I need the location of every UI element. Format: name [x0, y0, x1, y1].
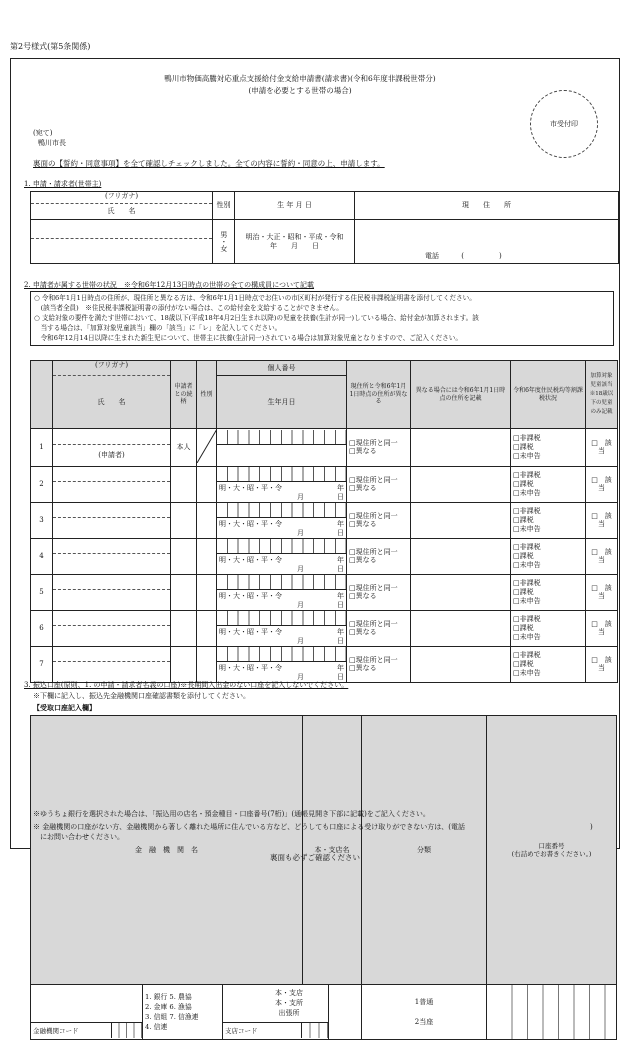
bank-entry-label: 【受取口座記入欄】 — [33, 703, 96, 712]
relation-field[interactable] — [171, 466, 197, 502]
member-furigana-label: (フリガナ) — [94, 361, 129, 369]
tax-option[interactable]: □非課税 — [513, 615, 541, 624]
mynumber-field[interactable] — [217, 610, 347, 646]
member-birth-eras: 明・大・昭・平・令 — [219, 555, 282, 564]
tax-option[interactable]: □未申告 — [513, 488, 541, 497]
branch-header: 本・支店名 — [303, 716, 362, 985]
addr-diff-checkbox[interactable]: □異なる — [349, 447, 377, 456]
tax-option[interactable]: □未申告 — [513, 451, 541, 460]
category-options[interactable] — [362, 985, 487, 1040]
branch-name-field[interactable] — [223, 985, 329, 1040]
jan1-address-field[interactable] — [411, 646, 511, 682]
member-birth-year: 年 — [337, 591, 344, 600]
slash-mark — [197, 429, 217, 463]
birth-header: 生 年 月 日 — [235, 192, 355, 220]
remote-note: ※ 金融機関の口座がない方、金融機関から著しく離れた場所に住んでいる方など、どうしても口座による受け取りができない方は、(電話 — [33, 823, 465, 831]
member-gender-field[interactable] — [197, 610, 217, 646]
phone-parens: ( ) — [461, 252, 502, 261]
relation-field: 本人 — [171, 429, 197, 467]
tax-option[interactable]: □未申告 — [513, 560, 541, 569]
member-name-label: 氏 名 — [97, 398, 126, 406]
jan1-check[interactable] — [347, 429, 411, 467]
child-check[interactable]: □ 該当 — [586, 429, 618, 467]
category-header: 分類 — [362, 716, 487, 985]
member-birth-eras: 明・大・昭・平・令 — [219, 663, 282, 672]
addr-diff-checkbox[interactable]: □異なる — [349, 628, 377, 637]
tax-option[interactable]: □未申告 — [513, 668, 541, 677]
household-row — [31, 429, 618, 467]
tax-option[interactable]: □課税 — [513, 479, 534, 488]
footer-note: 裏面も必ずご確認ください — [270, 853, 360, 862]
applicant-name-field[interactable] — [31, 220, 213, 264]
household-notes — [30, 291, 614, 346]
mynumber-field[interactable] — [217, 466, 347, 502]
bank-type-options[interactable] — [143, 985, 223, 1040]
jan1-address-field[interactable] — [411, 502, 511, 538]
note-line: ○ 支給対象の要件を満たす世帯において、18歳以下(平成18年4月2日生まれ以降)の児童を扶養(生計が同一)している場合、給付金が加算されます。該 — [34, 314, 479, 322]
member-gender-field[interactable] — [197, 646, 217, 682]
branch-type-option: 本・支店 — [275, 988, 303, 997]
jan1-address-field[interactable] — [411, 538, 511, 574]
tax-option[interactable]: □非課税 — [513, 434, 541, 443]
mynumber-field[interactable] — [217, 574, 347, 610]
jan1-check[interactable] — [347, 646, 411, 682]
tax-option[interactable]: □未申告 — [513, 596, 541, 605]
mynumber-label: 個人番号 — [267, 364, 296, 372]
tax-option[interactable]: □非課税 — [513, 651, 541, 660]
applicant-name-header — [31, 192, 213, 220]
child-check[interactable]: □ 該当 — [586, 502, 618, 538]
member-birth-year: 年 — [337, 483, 344, 492]
account-number-sub: (右詰めでお書きください。) — [511, 850, 592, 859]
jan1-check[interactable] — [347, 538, 411, 574]
tax-status-field[interactable] — [511, 502, 586, 538]
tax-option[interactable]: □非課税 — [513, 507, 541, 516]
member-name-field[interactable] — [53, 538, 171, 574]
member-birth-month: 月 — [297, 636, 304, 645]
jan1-check[interactable] — [347, 466, 411, 502]
tax-status-header: 令和6年度住民税均等割課税状況 — [511, 361, 586, 429]
furigana-label: (フリガナ) — [104, 192, 139, 200]
member-birth-day: 日 — [337, 672, 344, 681]
member-birth-label: 生年月日 — [267, 398, 296, 406]
member-birth-year: 年 — [337, 519, 344, 528]
relation-field[interactable] — [171, 502, 197, 538]
row-number: 3 — [31, 502, 53, 538]
branch-code-label: 支店コード — [225, 1026, 258, 1035]
reception-stamp-label: 市受付印 — [550, 120, 578, 128]
member-birth-day: 日 — [337, 528, 344, 537]
note-line: 当する場合は、「加算対象児童該当」欄の「該当」に「レ」を記入してください。 — [34, 324, 282, 332]
tax-status-field[interactable] — [511, 574, 586, 610]
addressee: 鴨川市長 — [38, 139, 66, 147]
jan1-address-field[interactable] — [411, 610, 511, 646]
addressee-label: (宛て) — [33, 129, 53, 137]
tax-option[interactable]: □課税 — [513, 623, 534, 632]
member-gender-header: 性別 — [197, 361, 217, 429]
household-row — [31, 646, 618, 682]
category-option: 1普通 — [414, 998, 434, 1007]
member-name-field[interactable] — [53, 610, 171, 646]
addr-same-checkbox[interactable]: □現住所と同一 — [349, 547, 398, 556]
remote-note-paren: ) — [590, 823, 593, 831]
gender-slash-field — [197, 429, 217, 467]
child-check[interactable]: □ 該当 — [586, 466, 618, 502]
jan1-address-field[interactable] — [411, 574, 511, 610]
addr-same-checkbox[interactable]: □現住所と同一 — [349, 511, 398, 520]
member-birth-month: 月 — [297, 492, 304, 501]
member-birth-day: 日 — [337, 600, 344, 609]
relation-header: 申請者との続柄 — [171, 361, 197, 429]
tax-option[interactable]: □非課税 — [513, 471, 541, 480]
addr-diff-checkbox[interactable]: □異なる — [349, 664, 377, 673]
mynumber-birth-header — [217, 361, 347, 429]
member-birth-month: 月 — [297, 672, 304, 681]
mynumber-field[interactable] — [217, 646, 347, 682]
addr-diff-checkbox[interactable]: □異なる — [349, 520, 377, 529]
account-number-label: 口座番号 — [538, 841, 565, 850]
remote-note-cont: にお問い合わせください。 — [33, 833, 124, 841]
row-number: 1 — [31, 429, 53, 467]
member-gender-field[interactable] — [197, 574, 217, 610]
gender-header: 性別 — [213, 192, 235, 220]
member-birth-month: 月 — [297, 600, 304, 609]
member-name-field[interactable] — [53, 574, 171, 610]
section1-heading: 1. 申請・請求者(世帯主) — [24, 180, 102, 188]
child-header: 加算対象児童該当※18歳以下の児童のみ記載 — [586, 361, 618, 429]
addr-diff-checkbox[interactable]: □異なる — [349, 556, 377, 565]
gender-options[interactable]: 男・女 — [213, 220, 235, 264]
note-line: 令和6年12月14日以降に生まれた新生児について、世帯主に扶養(生計同一)されている場合は加算対象児童となりますので、ご記入ください。 — [34, 334, 462, 342]
birth-field[interactable] — [235, 220, 355, 264]
household-row — [31, 574, 618, 610]
bank-table — [30, 715, 617, 1040]
form-title: 鴨川市物価高騰対応重点支援給付金支給申請書(請求書)(令和6年度非課税世帯分) — [164, 74, 436, 83]
bank-type-option: 3. 信組 7. 信漁連 — [145, 1013, 199, 1022]
member-name-field[interactable] — [53, 429, 171, 467]
jan1-differs-header: 現住所と令和6年1月1日時点の住所が異なる — [347, 361, 411, 429]
branch-spacer — [329, 985, 362, 1040]
reception-stamp-circle — [530, 90, 598, 158]
bank-name-field[interactable] — [31, 985, 143, 1040]
tax-option[interactable]: □課税 — [513, 443, 534, 451]
row-number: 4 — [31, 538, 53, 574]
addr-same-checkbox[interactable]: □現住所と同一 — [349, 619, 398, 628]
member-gender-field[interactable] — [197, 502, 217, 538]
household-row — [31, 538, 618, 574]
bank-type-option: 2. 金庫 6. 漁協 — [145, 1003, 192, 1012]
tax-option[interactable]: □非課税 — [513, 543, 541, 552]
tax-status-field[interactable] — [511, 538, 586, 574]
category-option: 2当座 — [414, 1018, 434, 1027]
jan1-address-field[interactable] — [411, 466, 511, 502]
bank-type-option: 4. 信連 — [145, 1023, 168, 1032]
tax-status-field[interactable] — [511, 429, 586, 467]
relation-field[interactable] — [171, 646, 197, 682]
member-name-field[interactable] — [53, 466, 171, 502]
member-birth-month: 月 — [297, 528, 304, 537]
applicant-table — [30, 191, 619, 264]
pledge-text: 裏面の【誓約・同意事項】を全て確認しチェックしました。全ての内容に誓約・同意の上、申請します。 — [33, 159, 385, 168]
jan1-check[interactable] — [347, 502, 411, 538]
addr-diff-checkbox[interactable]: □異なる — [349, 484, 377, 493]
member-birth-year: 年 — [337, 663, 344, 672]
branch-code-boxes[interactable] — [301, 1023, 328, 1038]
member-gender-field[interactable] — [197, 466, 217, 502]
member-birth-eras: 明・大・昭・平・令 — [219, 483, 282, 492]
child-check[interactable]: □ 該当 — [586, 574, 618, 610]
row-number: 2 — [31, 466, 53, 502]
child-check[interactable]: □ 該当 — [586, 538, 618, 574]
birth-eras: 明治・大正・昭和・平成・令和 — [245, 232, 344, 241]
tax-option[interactable]: □未申告 — [513, 524, 541, 533]
mynumber-field[interactable] — [217, 429, 347, 467]
member-birth-eras: 明・大・昭・平・令 — [219, 519, 282, 528]
member-name-header — [53, 361, 171, 429]
mynumber-field[interactable] — [217, 538, 347, 574]
tax-option[interactable]: □課税 — [513, 659, 534, 668]
tax-option[interactable]: □課税 — [513, 551, 534, 560]
member-birth-day: 日 — [337, 636, 344, 645]
member-birth-month: 月 — [297, 564, 304, 573]
addr-diff-checkbox[interactable]: □異なる — [349, 592, 377, 601]
bank-code-boxes[interactable] — [111, 1023, 142, 1038]
branch-type-options — [275, 988, 303, 1018]
row-number: 7 — [31, 646, 53, 682]
relation-field[interactable] — [171, 574, 197, 610]
addr-same-checkbox[interactable]: □現住所と同一 — [349, 475, 398, 484]
bank-name-header: 金 融 機 関 名 — [31, 716, 303, 985]
row-number: 5 — [31, 574, 53, 610]
addr-same-checkbox[interactable]: □現住所と同一 — [349, 583, 398, 592]
section3-heading: 3. 振込口座(原則、1. の申請・請求者名義の口座)※長期間入出金のない口座を記入しないでください。 — [24, 681, 349, 689]
member-name-field[interactable] — [53, 502, 171, 538]
row-number-header — [31, 361, 53, 429]
tax-status-field[interactable] — [511, 646, 586, 682]
member-birth-eras: 明・大・昭・平・令 — [219, 627, 282, 636]
applicant-tag: (申請者) — [98, 450, 125, 459]
mynumber-field[interactable] — [217, 502, 347, 538]
tax-option[interactable]: □課税 — [513, 587, 534, 596]
account-number-header — [487, 716, 617, 985]
form-number: 第2号様式(第5条関係) — [10, 42, 91, 51]
row-number: 6 — [31, 610, 53, 646]
relation-field[interactable] — [171, 538, 197, 574]
household-table — [30, 360, 618, 683]
yucho-note: ※ゆうちょ銀行を選択された場合は、「振込用の店名・預金種目・口座番号(7桁)」(通帳見開き下部に記載)をご記入ください。 — [33, 810, 430, 818]
member-birth-year: 年 — [337, 555, 344, 564]
member-name-field[interactable] — [53, 646, 171, 682]
tax-option[interactable]: □課税 — [513, 515, 534, 524]
tax-status-field[interactable] — [511, 466, 586, 502]
tax-option[interactable]: □非課税 — [513, 579, 541, 588]
section2-heading: 2. 申請者が属する世帯の状況 ※令和6年12月13日時点の世帯の全ての構成員について記載 — [24, 281, 315, 289]
tax-status-field[interactable] — [511, 610, 586, 646]
child-check[interactable]: □ 該当 — [586, 610, 618, 646]
note-line: ○ 令和6年1月1日時点の住所が、現住所と異なる方は、令和6年1月1日時点でお住いの市区町村が発行する住民税非課税証明書を添付してください。 — [34, 294, 476, 302]
household-row — [31, 610, 618, 646]
account-number-field[interactable] — [487, 985, 617, 1040]
bank-code-label: 金融機関コード — [33, 1026, 79, 1035]
address-field[interactable] — [355, 220, 619, 264]
name-label: 氏 名 — [107, 207, 136, 215]
jan1-check[interactable] — [347, 610, 411, 646]
jan1-check[interactable] — [347, 574, 411, 610]
jan1-address-header: 異なる場合には令和6年1月1日時点の住所を記載 — [411, 361, 511, 429]
member-gender-field[interactable] — [197, 538, 217, 574]
address-header: 現 住 所 — [355, 192, 619, 220]
bank-note: ※下欄に記入し、振込先金融機関口座確認書類を添付してください。 — [33, 692, 250, 700]
jan1-address-field[interactable] — [411, 429, 511, 467]
addr-same-checkbox[interactable]: □現住所と同一 — [349, 655, 398, 664]
phone-label: 電話 — [425, 252, 439, 261]
member-birth-day: 日 — [337, 564, 344, 573]
member-birth-year: 年 — [337, 627, 344, 636]
branch-type-option: 本・支所 — [275, 998, 303, 1007]
note-line: (該当者全員) ※住民税非課税証明書の添付がない場合は、この給付金を支給することができません。 — [34, 304, 343, 312]
child-check[interactable]: □ 該当 — [586, 646, 618, 682]
form-subtitle: (申請を必要とする世帯の場合) — [248, 86, 352, 95]
tax-option[interactable]: □未申告 — [513, 632, 541, 641]
member-birth-eras: 明・大・昭・平・令 — [219, 591, 282, 600]
relation-field[interactable] — [171, 610, 197, 646]
household-row — [31, 466, 618, 502]
branch-type-option: 出張所 — [278, 1008, 300, 1017]
addr-same-checkbox[interactable]: □現住所と同一 — [349, 438, 398, 447]
birth-ymd: 年 月 日 — [270, 241, 319, 250]
bank-type-option: 1. 銀行 5. 農協 — [145, 993, 192, 1002]
household-row — [31, 502, 618, 538]
member-birth-day: 日 — [337, 492, 344, 501]
